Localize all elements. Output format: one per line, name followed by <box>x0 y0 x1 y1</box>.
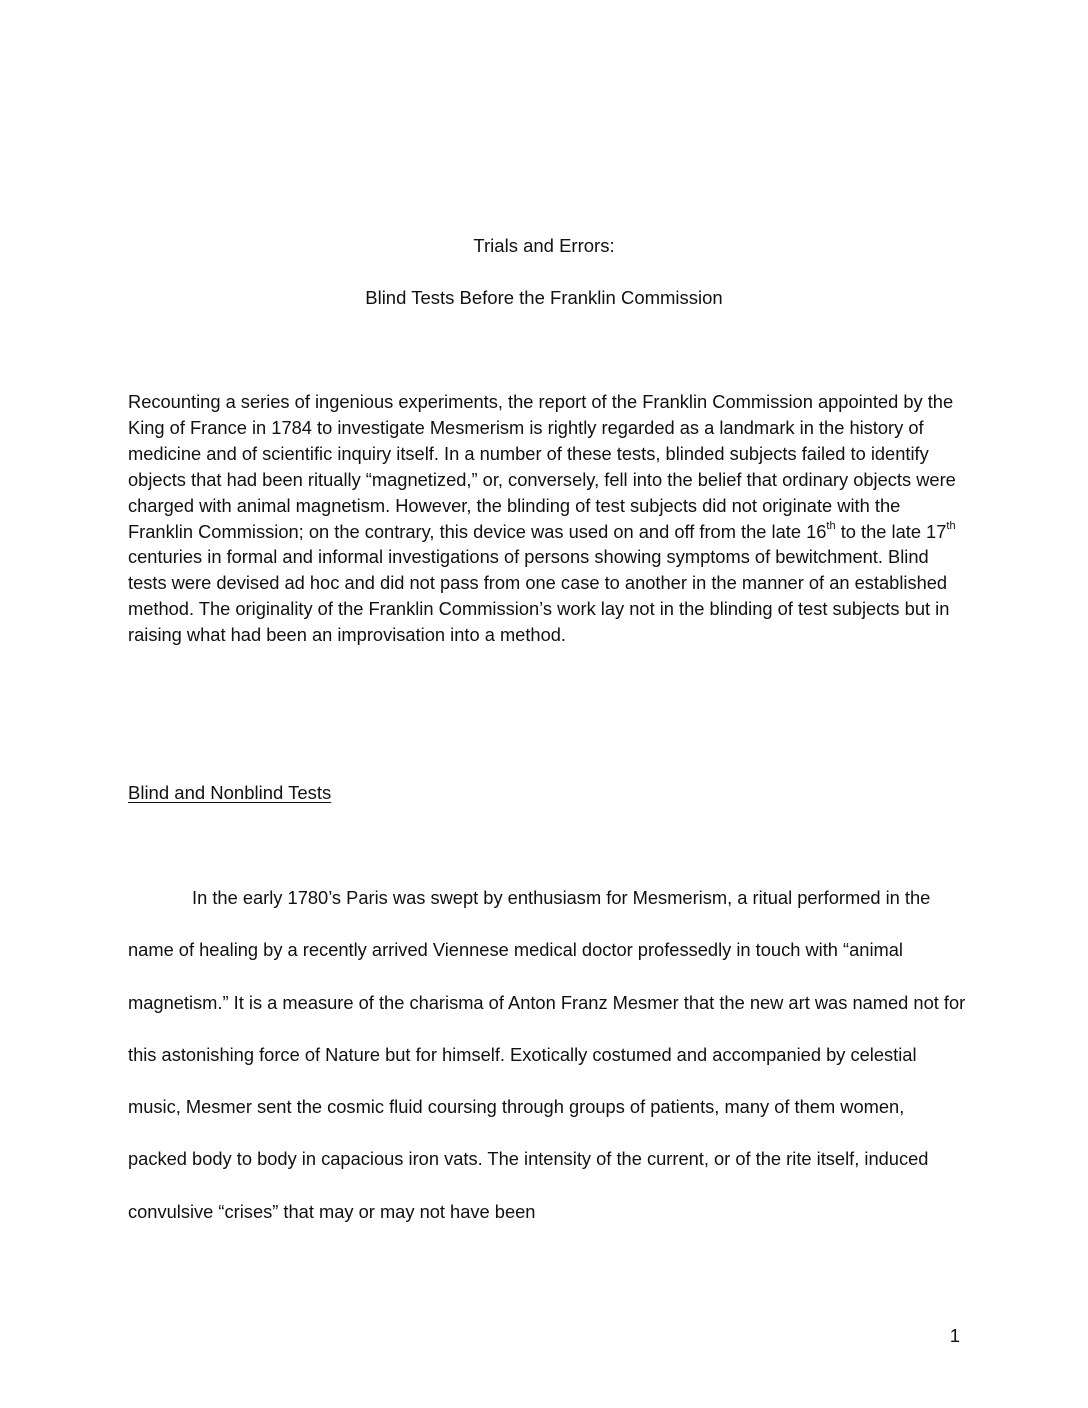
abstract-text-part-1: Recounting a series of ingenious experiments, the report of the Franklin Commission appointed by the King of France in 1784 to investigate Mesmerism is rightly regarded as a landmark in the history of medicine and of scientific inquiry itself. In a number of these tests, blinded subjects failed to identify objects that had been ritually “magnetized,” or, conversely, fell into the belief that ordinary objects were charged with animal magnetism. However, the blinding of test subjects did not originate with the Franklin Commission; on the contrary, this device was used on and off from the late 16 <box>128 391 956 542</box>
abstract-text-part-2: to the late 17 <box>835 520 947 542</box>
section-heading: Blind and Nonblind Tests <box>128 782 332 803</box>
abstract-text-part-3: centuries in formal and informal investigations of persons showing symptoms of bewitchment. Blind tests were devised ad hoc and did not pass from one case to another in the manner of an established method. The originality of the Franklin Commission’s work lay not in the blinding of test subjects but in raising what had been an improvisation into a method. <box>128 546 950 646</box>
ordinal-suffix-1: th <box>826 520 836 533</box>
body-paragraph <box>128 872 966 1238</box>
page-number: 1 <box>949 1325 960 1346</box>
abstract-paragraph <box>128 389 966 648</box>
ordinal-suffix-2: th <box>946 520 956 533</box>
title-line-2: Blind Tests Before the Franklin Commission <box>365 287 723 308</box>
title-line-1: Trials and Errors: <box>473 235 615 256</box>
body-paragraph-text: In the early 1780’s Paris was swept by enthusiasm for Mesmerism, a ritual performed in the name of healing by a recently arrived Viennese medical doctor professedly in touch with “animal magnetism.” It is a measure of the charisma of Anton Franz Mesmer that the new art was named not for this astonishing force of Nature but for himself. Exotically costumed and accompanied by celestial music, Mesmer sent the cosmic fluid coursing through groups of patients, many of them women, packed body to body in capacious iron vats. The intensity of the current, or of the rite itself, induced convulsive “crises” that may or may not have been <box>128 887 966 1222</box>
